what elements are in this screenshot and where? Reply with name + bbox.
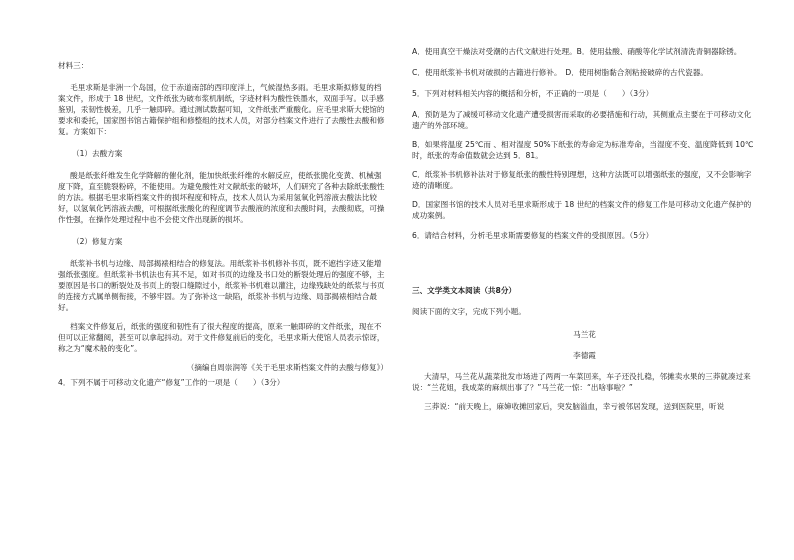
section-3-title: 三、文学类文本阅读（共8分） [412,286,517,295]
material-paragraph-3: 纸浆补书机与边缘、局部揭裱相结合的修复法。用纸浆补书机修补书页，既不遮挡字迹又能增强纸张强度。但纸浆补书机法也有其不足，如对书页的边缘及书口处的断裂处理后的强度不够，主要原因是书口的断裂处及书页上的裂口缝隙过小，纸浆补书机难以灌注，边缘残缺处的纸浆与书页的连接方式属单侧衔接，不够牢固。为了弥补这一缺陷，纸浆补书机与边缘、局部揭裱相结合最好。 [58,259,385,312]
question-6: 6．请结合材料，分析毛里求斯需要修复的档案文件的受损原因。（5分） [412,231,654,240]
story-author: 李德霞 [573,351,596,360]
story-paragraph-1 [412,371,757,393]
q4-option-c-d: C．使用纸浆补书机对破损的古籍进行修补。 D．使用树脂黏合剂粘接破碎的古代瓷器。 [412,68,708,77]
q5-option-c: C．纸浆补书机修补法对于修复纸张的酸性特别理想，这种方法既可以增强纸张的强度，又不会影响字迹的清晰度。 [412,170,752,190]
story-title: 马兰花 [573,330,596,339]
story-paragraph-2: 三莽说：“前天晚上，麻婶收摊回家后，突发脑溢血，幸亏被邻居发现，送到医院里，听说 [424,402,725,411]
deacid-heading: （1）去酸方案 [72,149,123,158]
q5-option-b: B．如果将温度 25℃而 、相对湿度 50%下纸张的寿命定为标准寿命，当湿度不变、温度降低到 10℃时，纸张的寿命值数就会达到 5．81。 [412,140,754,160]
story-paragraph-1-quote: “出啥事啦？” [586,383,633,392]
question-5: 5．下列对材料相关内容的概括和分析，不正确的一项是（ ）（3分） [412,89,654,98]
left-column [58,0,388,388]
source-citation: （摘编自周崇润等《关于毛里求斯档案文件的去酸与修复》） [186,363,388,372]
q4-option-a-b: A．使用真空干燥法对受潮的古代文献进行处理。B．使用盐酸、硝酸等化学试剂清洗青铜器除锈。 [412,47,742,56]
right-column [412,0,757,412]
repair-heading: （2）修复方案 [72,237,123,246]
story-paragraph-1-text: 大清早，马兰花从蔬菜批发市场进了两两一车菜回来，车子还没扎稳，邻摊卖水果的三莽就凑过来说：“兰花姐，我成菜的麻烦出事了？”马兰花一惊： [412,372,751,392]
material-paragraph-1: 毛里求斯是非洲一个岛国，位于赤道南部的西印度洋上，气候湿热多雨。毛里求斯拟修复的档案文件，形成于 18 世纪，文件纸张为破布浆机制纸，字迹材料为酸性铁墨水，双面手写。以手感鉴别，汞韧性极差，几乎一触即碎。通过测试数据可知，文件纸张严重酸化。应毛里求斯大使馆的要求和委托，国家图书馆古籍保护组和修整组的技术人员，对部分档案文件进行了去酸性去酸和修复。方案如下： [58,83,385,136]
q5-option-d: D．国家图书馆的技术人员对毛里求斯形成于 18 世纪的档案文件的修复工作是可移动文化遗产保护的成功案例。 [412,200,752,220]
material-paragraph-2: 酸是纸张纤维发生化学降解的催化剂，能加快纸张纤维的水解反应，使纸张脆化变黄、机械强度下降，直至脆裂粉碎，不能使用。为避免酸性对文献纸张的破坏，人们研究了各种去除纸张酸性的方法。根据毛里求斯档案文件的损坏程度和特点，技术人员认为采用氢氧化钙溶液去酸法比较好，以氢氧化钙溶液去酸，可根据纸张酸化的程度调节去酸液的浓度和去酸时间，去酸彻底，可操作性强，在操作处理过程中也不会使文件出现新的损坏。 [58,171,385,224]
material-title: 材料三： [58,61,89,70]
question-4: 4．下列不属于可移动文化遗产“修复”工作的一项是（ ）（3分） [58,378,285,387]
q5-option-a: A．预防是为了减缓可移动文化遗产遭受损害而采取的必要措施和行动，其侧重点主要在于可移动文化遗产的外部环境。 [412,110,752,130]
material-paragraph-4: 档案文件修复后，纸张的强度和韧性有了很大程度的提高，原来一触即碎的文件纸张，现在不但可以正常翻阅，甚至可以拿起抖动。对于文件修复前后的变化，毛里求斯大使馆人员表示惊讶，称之为“魔术般的变化”。 [58,322,385,353]
reading-instruction: 阅读下面的文字，完成下列小题。 [412,307,526,316]
